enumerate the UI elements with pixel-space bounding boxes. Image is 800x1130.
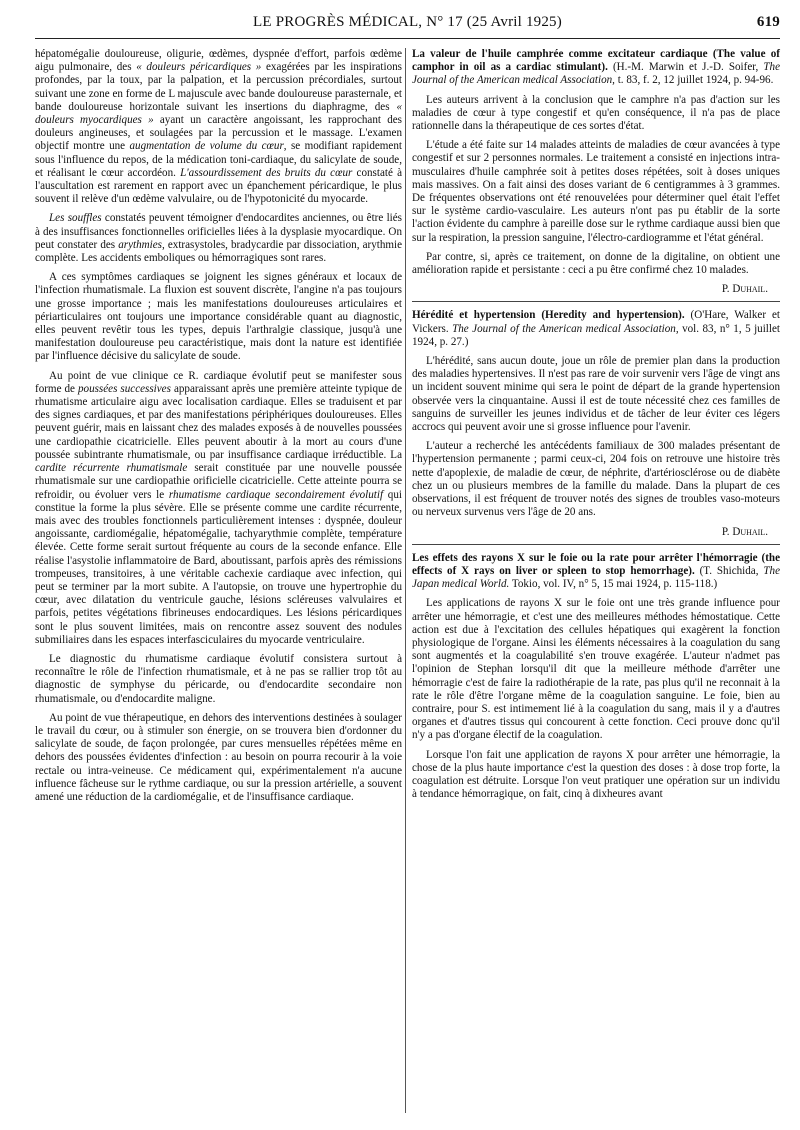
abstract-paragraph: L'hérédité, sans aucun doute, joue un rôle de premier plan dans la production des maladies hypertensives. Il n'est pas rare de voir survenir vers l'âge de vingt ans un incident souvent minime qui sera le point de départ de la grande hypertension observée vers la cinquantaine. Aussi il est de toute nécessité chez ces familles de sanguins de surveiller les jeunes individus et de tâcher de leur éviter ces légers accrocs qui peuvent avoir une si grosse influence pour l'avenir. xyxy=(412,355,780,434)
abstract-paragraph: Par contre, si, après ce traitement, on donne de la digitaline, on obtient une amélioration rapide et persistante : ceci a pu être confirmé chez 10 malades. xyxy=(412,250,780,277)
citation-text: Tokio, vol. IV, n° 5, 15 mai 1924, p. 115-118.) xyxy=(509,578,718,591)
emphasis-text: L'assourdissement des bruits du cœur xyxy=(180,166,353,179)
text-run: apparaissant après une première atteinte typique de rhumatisme articulaire aigu avec localisation cardiaque. Elles se traduisent et par des signes cardiaques, et par des manifestations périphériques douloureuses. Elles peuvent guérir, mais en laissant chez des malades exposés à de nouvelles poussées une cardiopathie cicatricielle. Elles peuvent aboutir à la mort au cours d'une poussée subintrante rhumatismale, ou par insuffisance cardiaque irréductible. La xyxy=(35,382,403,461)
text-run: hépatomégalie douloureuse, oligurie, œdèmes, dyspnée d'effort, parfois œdème aigu pulmonaire, des xyxy=(35,48,402,74)
article-title xyxy=(412,309,780,349)
emphasis-text: arythmies, xyxy=(118,238,165,251)
abstract-paragraph: L'auteur a recherché les antécédents familiaux de 300 malades présentant de l'hypertension permanente ; parmi ceux-ci, 204 fois on retrouve une histoire très nette d'apoplexie, de maladie de cœur, de néphrite, d'artériosclérose ou de diabète chez un ou plusieurs membres de la famille du malade. Dans la plupart de ces observations, il est fréquent de trouver notés des signes de troubles vaso-moteurs ou nerveux survenus vers l'âge de 20 ans. xyxy=(412,440,780,519)
journal-name: The Journal of the American medical Association, xyxy=(452,322,679,335)
text-run: ayant un caractère angoissant, les rapprochant des douleurs angineuses, et soulagées par la percussion et le massage. L'examen objectif montre une xyxy=(35,114,402,153)
column-divider xyxy=(405,48,406,1113)
emphasis-text: « douleurs myocardiques » xyxy=(35,100,402,127)
body-paragraph xyxy=(35,271,402,363)
abstract-paragraph: Les applications de rayons X sur le foie ont une très grande influence pour arrêter une hémorragie, et c'est une des meilleures méthodes hémostatique. Cette action est due à l'excitation des cellules hépatiques qui exagèrent la fonction physiologique de l'organe. Ainsi les éléments nécessaires à la coagulation du sang sont augmentés et la coagulabilité s'en trouve exagérée. L'auteur n'admet pas l'opinion de Stephan lorsqu'il dit que la meilleure méthode d'arrêter une hémorragie c'est de faire la radiothérapie de la rate, pas plus qu'il ne reconnait à la rate le rôle d'être l'organe même de la coagulation sanguine. Le foie, bien au contraire, pour S. est intimement lié à la coagulation du sang, mais il y a d'autres organes et d'autres tissus qui concourent à cette fonction. Ceci prouve donc qu'il n'y a pas d'organe électif de la coagulation. xyxy=(412,597,780,742)
abstract-paragraph: Lorsque l'on fait une application de rayons X pour arrêter une hémorragie, la chose de la plus haute importance c'est la question des doses : à dose trop forte, la coagulation est détruite. Lorsque l'on veut pratiquer une opération sur un individu à tendance hémorragique, on fait, cinq à dixheures avant xyxy=(412,748,780,801)
body-paragraph xyxy=(35,653,402,706)
abstract-paragraph: Les auteurs arrivent à la conclusion que le camphre n'a pas d'action sur les maladies de cœur à type congestif et qu'en conséquence, il n'a pas de place rationnelle dans la thérapeutique de ces sortes d'état. xyxy=(412,93,780,133)
page-number: 619 xyxy=(756,14,780,30)
emphasis-text: poussées successives xyxy=(77,382,171,395)
text-run: , se modifiant rapidement sous l'influence du repos, de la médication toni-cardiaque, du salicylate de soude, et réalisant le cœur accordéon. xyxy=(35,140,402,179)
left-column xyxy=(35,48,402,810)
text-run: constaté à l'auscultation est rarement en rapport avec un épanchement péricardique, le plus souvent il relève d'un œdème valvulaire, ou de l'hypotonicité du myocarde. xyxy=(35,166,403,206)
body-paragraph xyxy=(35,370,402,647)
text-run: Au point de vue clinique ce R. cardiaque évolutif peut se manifester sous forme de xyxy=(35,369,402,395)
right-column xyxy=(412,48,780,807)
article-title-bold: La valeur de l'huile camphrée comme excitateur cardiaque (The value of camphor in oil as a cardiac stimulant). xyxy=(412,48,780,74)
header-title: LE PROGRÈS MÉDICAL, N° 17 (25 Avril 1925) xyxy=(253,14,562,30)
journal-name: The Journal of the American medical Association, xyxy=(412,61,780,87)
citation-text: vol. 83, n° 1, 5 juillet 1924, p. 27.) xyxy=(412,322,780,348)
text-run: Le diagnostic du rhumatisme cardiaque évolutif consistera surtout à reconnaître le rôle de l'infection rhumatismale, et à ne pas se rallier trop tôt au diagnostic de symphyse du péricarde, ou d'endocardite secondaire non rhumatismale, ou d'endocardite maligne. xyxy=(35,652,402,705)
emphasis-text: cardite récurrente rhumatismale xyxy=(35,462,188,475)
text-run: exagérées par les inspirations profondes, par la toux, par la palpation, et la percussion précordiales, surtout suivant une zone en forme de L majuscule avec bande douloureuse parasternale, et bande douloureuse horizontale suivant les insertions du diaphragme, des xyxy=(35,61,403,113)
text-run: serait constituée par une nouvelle poussée rhumatismale sur une cardiopathie orificielle cicatricielle. Cette atteinte pourra se refroidir, ou évoluer vers le xyxy=(35,462,402,501)
emphasis-text: Les souffles xyxy=(49,212,102,225)
citation-text: (H.-M. Marwin et J.-D. Soifer, xyxy=(607,61,764,74)
citation-text: (O'Hare, Walker et Vickers. xyxy=(412,309,780,335)
emphasis-text: augmentation de volume du cœur xyxy=(129,140,284,153)
text-run: extrasystoles, bradycardie par dissociation, arythmie complète. Les accidents emboliques ou hémorragiques sont rares. xyxy=(35,238,403,265)
text-run: Au point de vue thérapeutique, en dehors des interventions destinées à soulager le travail du cœur, ou à stimuler son énergie, on se trouvera bien d'ordonner du salicylate de soude, de façon prolongée, par cures mensuelles répétées même en dehors des poussées évidentes d'infection : au besoin on pourra recourir à la voie rectale ou intra-veineuse. Ce médicament qui, expérimentalement n'a aucune influence fâcheuse sur le rythme cardiaque, ou sur la pression artérielle, a souvent amené une réduction de la cardiomégalie, et de l'insuffisance cardiaque. xyxy=(35,711,402,803)
article-title xyxy=(412,48,780,88)
text-run: constatés peuvent témoigner d'endocardites anciennes, ou être liés à des insuffisances fonctionnelles orificielles liées à la dysplasie myocardique. On peut constater des xyxy=(35,212,402,251)
article-title xyxy=(412,552,780,592)
signature-name: P. Duhail. xyxy=(721,525,768,538)
article-signature xyxy=(412,526,780,539)
article-title-bold: Les effets des rayons X sur le foie ou la rate pour arrêter l'hémorragie (the effects of X rays on liver or spleen to stop hemorrhage). xyxy=(412,551,780,577)
body-paragraph xyxy=(35,712,402,804)
header-rule xyxy=(35,38,780,39)
citation-text: (T. Shichida, xyxy=(694,564,764,577)
emphasis-text: rhumatisme cardiaque secondairement évolutif xyxy=(168,488,384,501)
text-run: A ces symptômes cardiaques se joignent les signes généraux et locaux de l'infection rhumatismale. La fluxion est souvent discrète, l'angine n'a pas toujours une grosse importance ; mais les manifestations douloureuses articulaires et périarticulaires ont toujours une importance considérable quant au diagnostic, elles peuvent revêtir tous les types, depuis l'arthralgie classique, jusqu'à une manifestation douloureuse peu caractéristique, mais dont la nature est identifiée par l'influence décisive du salicylate de soude. xyxy=(35,271,402,363)
abstract-paragraph: L'étude a été faite sur 14 malades atteints de maladies de cœur avancées à type congestif et sur 2 personnes normales. Le traitement a consisté en injections intra-musculaires d'huile camphrée soit à petites doses répétées, soit à doses uniques mais massives. On a fait ainsi des doses variant de 6 centigrammes à 3 grammes. De fréquentes observations ont été renouvelées pour déterminer quel était l'effet sur le système cardio-vasculaire. Les auteurs n'ont pas pu établir de la sorte l'action évidente du camphre à pareille dose sur le rythme cardiaque aussi bien que sur la respiration, la pression sanguine, l'électro-cardiogramme et l'état général. xyxy=(412,139,780,244)
article-signature xyxy=(412,283,780,296)
journal-name: The Japan medical World. xyxy=(412,564,780,591)
signature-name: P. Duhail. xyxy=(721,283,768,296)
body-paragraph xyxy=(35,212,402,265)
text-run: qui constitue la forme la plus sévère. Elle se présente comme une cardite récurrente, mais avec des troubles fonctionnels particulièrement intenses : dyspnée, douleur angoissante, cardiomégalie, hépatomégalie, tachyarythmie complète, température élevée. Cette forme serait surtout fréquente au cours de la seconde enfance. Elle réalise l'asystolie inflammatoire de Bard, aboutissant, parfois après des rémissions trompeuses, transitoires, à une véritable cachexie cardiaque avec infection, qui peut se terminer par la mort subite. A l'autopsie, on trouve une hypertrophie du cœur, avec dilatation du ventricule gauche, lésions scléreuses valvulaires et parfois, petites végétations fibrineuses endocardiques. Les lésions péricardiques sont le plus souvent limitées, mais on rencontre assez souvent des nodules submiliaires dans les espaces interfasciculaires du myocarde ventriculaire. xyxy=(35,488,402,646)
running-header xyxy=(35,14,780,36)
article-title-bold: Hérédité et hypertension (Heredity and hypertension). xyxy=(412,309,685,322)
article-separator xyxy=(412,544,780,545)
emphasis-text: « douleurs péricardiques » xyxy=(136,61,262,74)
citation-text: t. 83, f. 2, 12 juillet 1924, p. 94-96. xyxy=(614,74,774,87)
body-paragraph xyxy=(35,48,402,206)
article-separator xyxy=(412,301,780,302)
